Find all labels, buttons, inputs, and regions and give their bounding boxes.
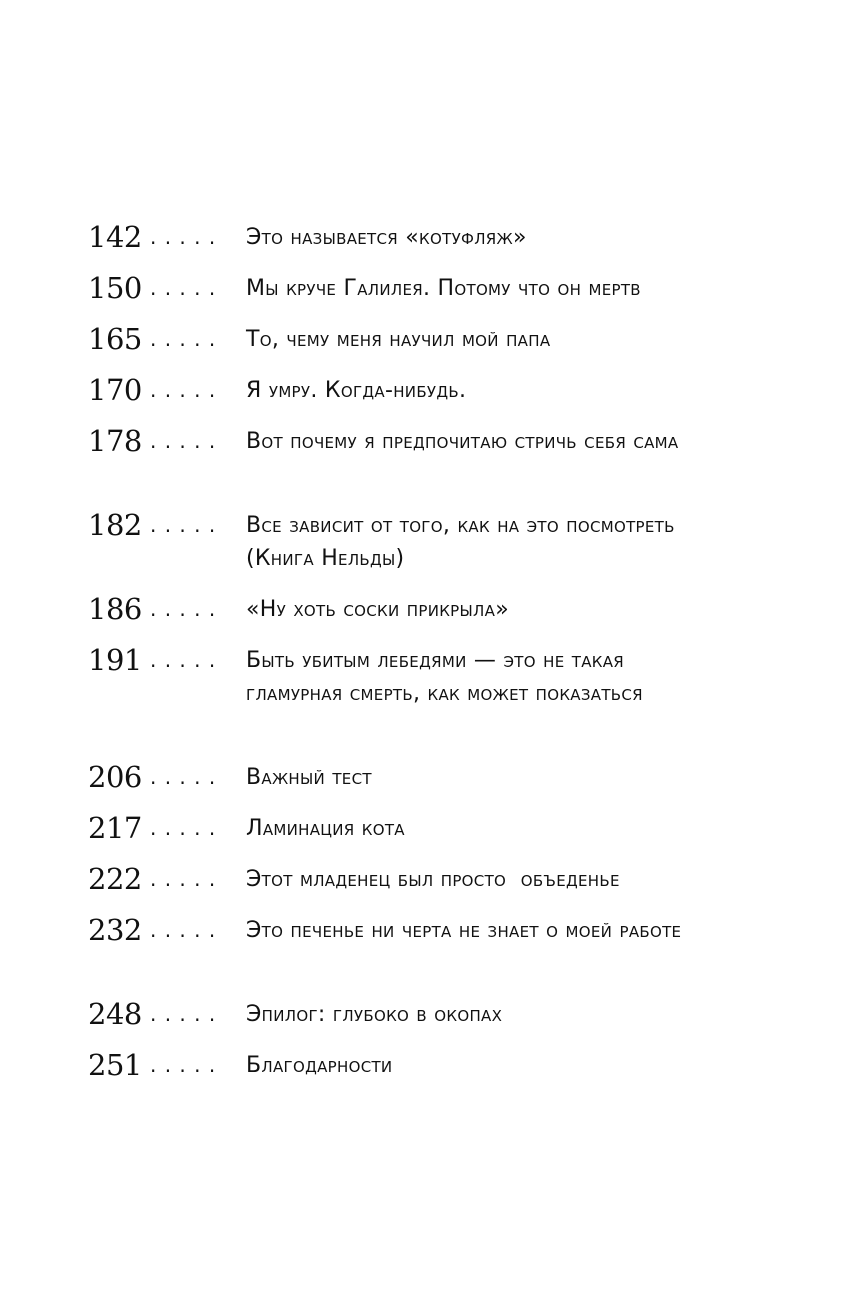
toc-entry bbox=[88, 590, 768, 641]
toc-page-number: 206 bbox=[88, 760, 142, 794]
toc-entry bbox=[88, 860, 768, 911]
toc-title: Это печенье ни черта не знает о моей работе bbox=[246, 918, 682, 943]
toc-leader-dots: . . . . . bbox=[150, 1053, 217, 1077]
toc-leader-dots: . . . . . bbox=[150, 918, 217, 942]
toc-page-number: 191 bbox=[88, 643, 142, 677]
toc-page-number: 251 bbox=[88, 1048, 142, 1082]
toc-title: Эпилог: глубоко в окопах bbox=[246, 1002, 503, 1027]
toc-title: Вот почему я предпочитаю стричь себя сама bbox=[246, 429, 679, 454]
toc-page-number: 248 bbox=[88, 997, 142, 1031]
toc-title: Быть убитым лебедями — это не такая гламурная смерть, как может показаться bbox=[246, 648, 643, 706]
toc-page-number: 178 bbox=[88, 424, 142, 458]
toc-page-number: 186 bbox=[88, 592, 142, 626]
toc-entry bbox=[88, 995, 768, 1046]
toc-title: То, чему меня научил мой папа bbox=[246, 327, 551, 352]
toc-title: Ламинация кота bbox=[246, 816, 405, 841]
toc-page-number: 222 bbox=[88, 862, 142, 896]
toc-page-number: 217 bbox=[88, 811, 142, 845]
toc-page-number: 182 bbox=[88, 508, 142, 542]
toc-leader-dots: . . . . . bbox=[150, 1002, 217, 1026]
toc-entry bbox=[88, 911, 768, 995]
toc-leader-dots: . . . . . bbox=[150, 276, 217, 300]
toc-page-number: 142 bbox=[88, 220, 142, 254]
toc-leader-dots: . . . . . bbox=[150, 225, 217, 249]
toc-entry bbox=[88, 1046, 768, 1097]
toc-entry bbox=[88, 641, 768, 758]
toc-page-number: 150 bbox=[88, 271, 142, 305]
toc-leader-dots: . . . . . bbox=[150, 867, 217, 891]
toc-entry bbox=[88, 218, 768, 269]
toc-page-number: 165 bbox=[88, 322, 142, 356]
toc-title: Это называется «котуфляж» bbox=[246, 225, 527, 250]
toc-title: «Ну хоть соски прикрыла» bbox=[246, 597, 509, 622]
toc-entry bbox=[88, 320, 768, 371]
toc-title: Благодарности bbox=[246, 1053, 393, 1078]
toc-entry bbox=[88, 269, 768, 320]
table-of-contents bbox=[88, 218, 768, 1097]
toc-entry bbox=[88, 422, 768, 506]
toc-title: Все зависит от того, как на это посмотреть (Книга Нельды) bbox=[246, 513, 675, 571]
toc-page-number: 232 bbox=[88, 913, 142, 947]
toc-leader-dots: . . . . . bbox=[150, 816, 217, 840]
toc-leader-dots: . . . . . bbox=[150, 597, 217, 621]
toc-title: Важный тест bbox=[246, 765, 372, 790]
toc-leader-dots: . . . . . bbox=[150, 648, 217, 672]
toc-entry bbox=[88, 506, 768, 590]
toc-entry bbox=[88, 809, 768, 860]
toc-leader-dots: . . . . . bbox=[150, 765, 217, 789]
toc-leader-dots: . . . . . bbox=[150, 429, 217, 453]
toc-title: Этот младенец был просто объеденье bbox=[246, 867, 620, 892]
toc-title: Я умру. Когда-нибудь. bbox=[246, 378, 467, 403]
toc-page-number: 170 bbox=[88, 373, 142, 407]
toc-entry bbox=[88, 758, 768, 809]
toc-title: Мы круче Галилея. Потому что он мертв bbox=[246, 276, 641, 301]
toc-leader-dots: . . . . . bbox=[150, 513, 217, 537]
toc-leader-dots: . . . . . bbox=[150, 378, 217, 402]
toc-leader-dots: . . . . . bbox=[150, 327, 217, 351]
toc-entry bbox=[88, 371, 768, 422]
